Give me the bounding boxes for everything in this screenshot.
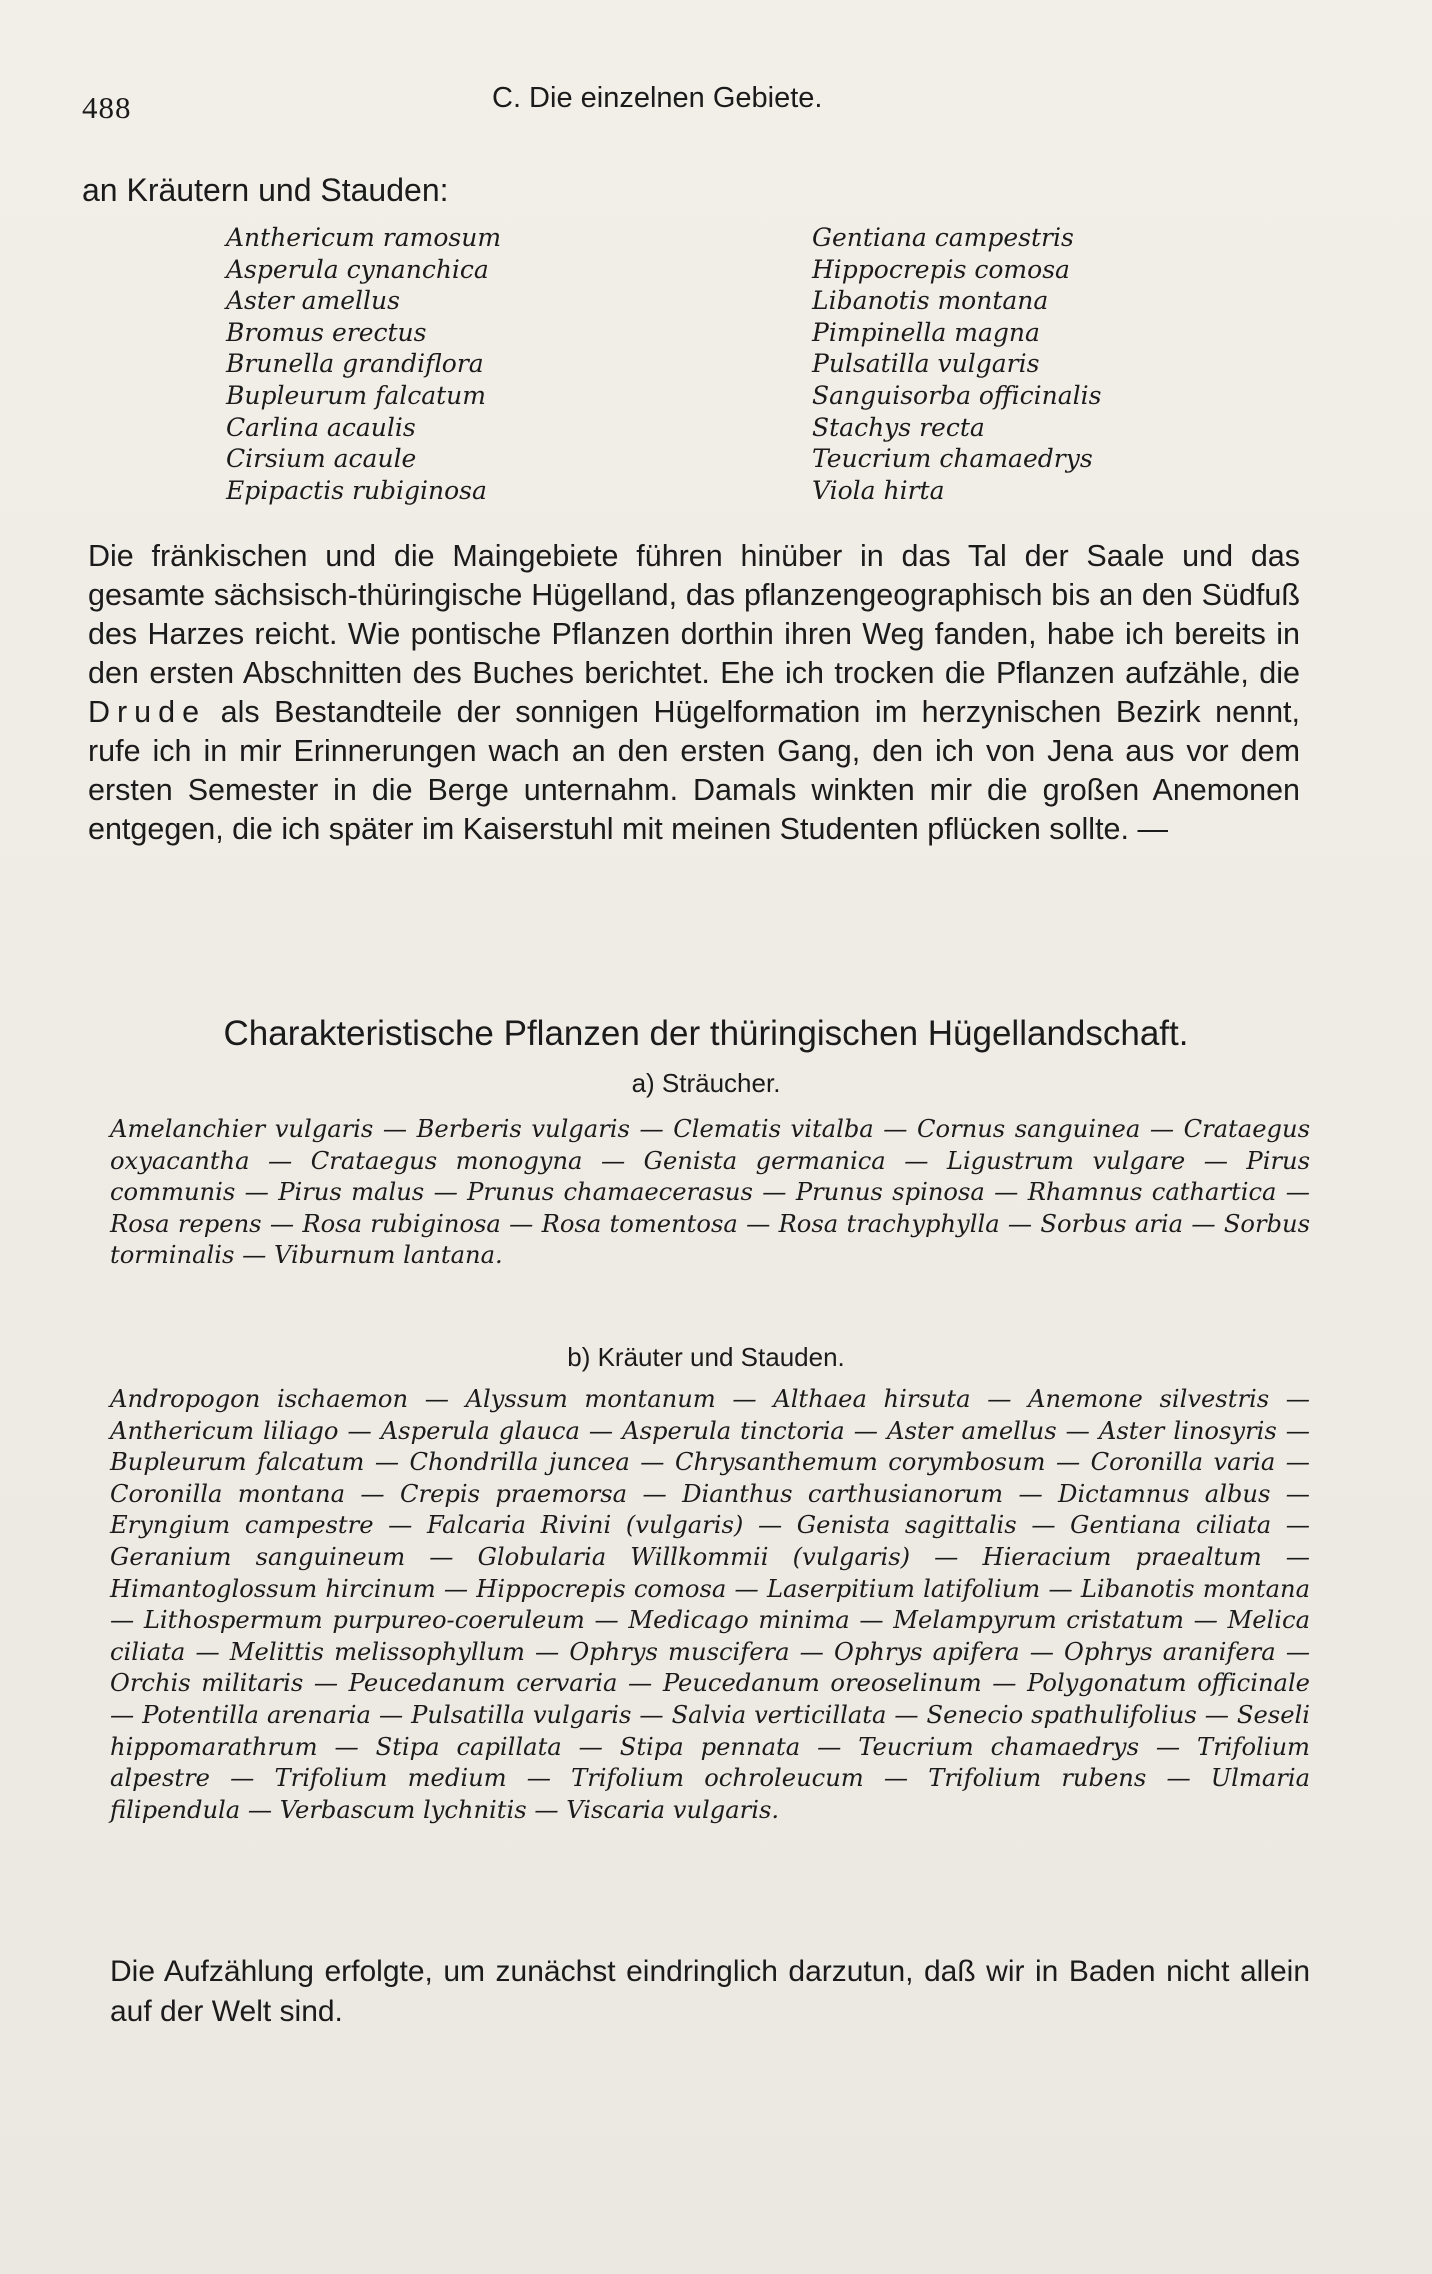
- plant-list-item: Libanotis montana: [812, 286, 1049, 316]
- body-text-part: Die fränkischen und die Maingebiete führen hinüber in das Tal der Saale und das gesamte sächsisch-thüringische Hügelland, das pflanzengeographisch bis an den Südfuß des Harzes reicht. Wie pontische Pflanzen dorthin ihren Weg fanden, habe ich bereits in den ersten Abschnitten des Buches berichtet. Ehe ich trocken die Pflanzen aufzähle, die: [88, 539, 1300, 690]
- herb-species-list: Andropogon ischaemon — Alyssum montanum — Althaea hirsuta — Anemone silvestris — Anthericum liliago — Asperula glauca — Asperula tinctoria — Aster amellus — Aster linosyris — Bupleurum falcatum — Chondrilla juncea — Chrysanthemum corymbosum — Coronilla varia — Coronilla montana — Crepis praemorsa — Dianthus carthusianorum — Dictamnus albus — Eryngium campestre — Falcaria Rivini (vulgaris) — Genista sagittalis — Gentiana ciliata — Geranium sanguineum — Globularia Willkommii (vulgaris) — Hieracium praealtum — Himantoglossum hircinum — Hippocrepis comosa — Laserpitium latifolium — Libanotis montana — Lithospermum purpureo-coeruleum — Medicago minima — Melampyrum cristatum — Melica ciliata — Melittis melissophyllum — Ophrys muscifera — Ophrys apifera — Ophrys aranifera — Orchis militaris — Peucedanum cervaria — Peucedanum oreoselinum — Polygonatum officinale — Potentilla arenaria — Pulsatilla vulgaris — Salvia verticillata — Senecio spathulifolius — Seseli hippomarathrum — Stipa capillata — Stipa pennata — Teucrium chamaedrys — Trifolium alpestre — Trifolium medium — Trifolium ochroleucum — Trifolium rubens — Ulmaria filipendula — Verbascum lychnitis — Viscaria vulgaris.: [110, 1385, 1310, 1824]
- closing-paragraph: Die Aufzählung erfolgte, um zunächst eindringlich darzutun, daß wir in Baden nicht allein auf der Welt sind.: [110, 1955, 1310, 2028]
- section-title: Charakteristische Pflanzen der thüringischen Hügellandschaft.: [223, 1014, 1189, 1053]
- plant-list-item: Pulsatilla vulgaris: [812, 349, 1040, 379]
- plant-list-item: Anthericum ramosum: [226, 223, 502, 252]
- page-number: 488: [82, 90, 132, 125]
- plant-list-item: Pimpinella magna: [812, 317, 1040, 347]
- plant-list-item: Brunella grandiflora: [226, 349, 484, 379]
- plant-list-item: Bupleurum falcatum: [226, 380, 486, 410]
- plant-list-left-column: [226, 222, 501, 506]
- plant-list-item: Carlina acaulis: [226, 412, 416, 442]
- plant-list-item: Hippocrepis comosa: [812, 254, 1070, 284]
- plant-list-item: Asperula cynanchica: [226, 254, 489, 284]
- plant-list-right-column: [812, 222, 1102, 506]
- plant-list-item: Aster amellus: [226, 286, 400, 316]
- plant-list-item: Sanguisorba officinalis: [812, 380, 1102, 410]
- plant-list-item: Teucrium chamaedrys: [812, 444, 1093, 474]
- plant-list-item: Stachys recta: [812, 412, 985, 442]
- running-head: C. Die einzelnen Gebiete.: [492, 82, 823, 114]
- plant-list-item: Gentiana campestris: [812, 223, 1074, 252]
- intro-line: an Kräutern und Stauden:: [82, 172, 449, 208]
- plant-list-item: Cirsium acaule: [226, 444, 417, 474]
- subheading-shrubs: a) Sträucher.: [631, 1068, 781, 1098]
- body-text-part: als Bestandteile der sonnigen Hügelformation im herzynischen Bezirk nennt, rufe ich in mir Erinnerungen wach an den ersten Gang, den ich von Jena aus vor dem ersten Semester in die Berge unternahm. Damals winkten mir die großen Anemonen entgegen, die ich später im Kaiserstuhl mit meinen Studenten pflücken sollte. —: [88, 695, 1300, 846]
- author-name-spaced: Drude: [88, 695, 207, 729]
- shrub-species-list: Amelanchier vulgaris — Berberis vulgaris — Clematis vitalba — Cornus sanguinea — Crataegus oxyacantha — Crataegus monogyna — Genista germanica — Ligustrum vulgare — Pirus communis — Pirus malus — Prunus chamaecerasus — Prunus spinosa — Rhamnus cathartica — Rosa repens — Rosa rubiginosa — Rosa tomentosa — Rosa trachyphylla — Sorbus aria — Sorbus torminalis — Viburnum lantana.: [110, 1115, 1310, 1270]
- plant-list-item: Epipactis rubiginosa: [226, 475, 487, 505]
- subheading-herbs: b) Kräuter und Stauden.: [567, 1342, 845, 1372]
- body-paragraph: [88, 537, 1300, 849]
- plant-list-item: Bromus erectus: [226, 317, 427, 347]
- plant-list-item: Viola hirta: [812, 475, 945, 505]
